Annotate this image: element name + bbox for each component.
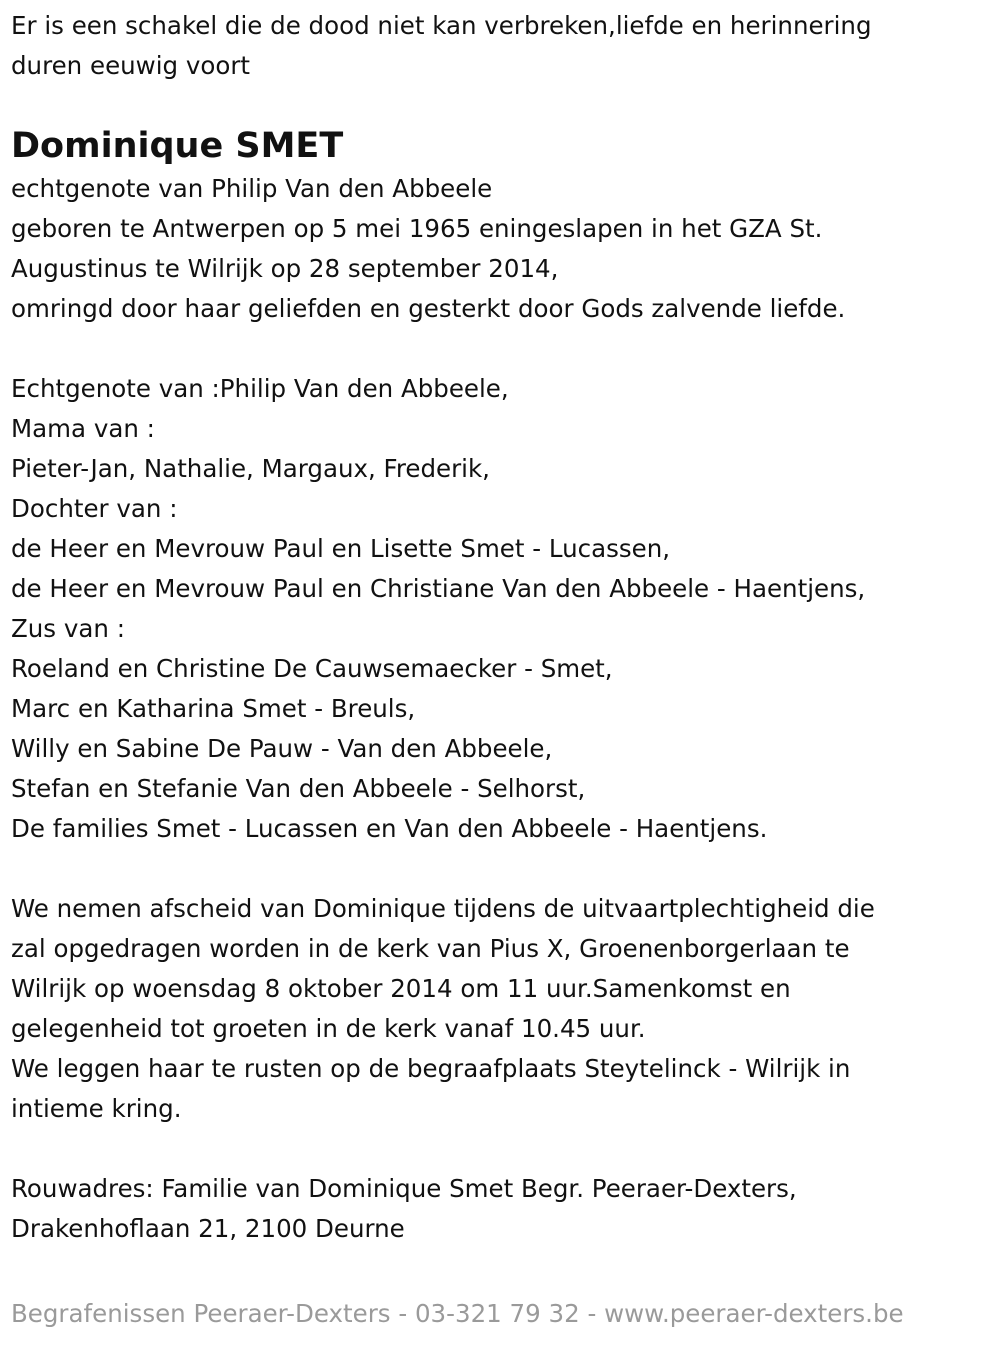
family-line: de Heer en Mevrouw Paul en Christiane Van den Abbeele - Haentjens, xyxy=(11,574,866,603)
bio-section xyxy=(11,169,986,329)
family-line: Marc en Katharina Smet - Breuls, xyxy=(11,694,416,723)
bio-line: omringd door haar geliefden en gesterkt door Gods zalvende liefde. xyxy=(11,294,846,323)
ceremony-line: intieme kring. xyxy=(11,1094,182,1123)
intro-line: duren eeuwig voort xyxy=(11,51,251,80)
family-line: Roeland en Christine De Cauwsemaecker - Smet, xyxy=(11,654,613,683)
spacer xyxy=(11,849,986,889)
bio-line: geboren te Antwerpen op 5 mei 1965 eningeslapen in het GZA St. xyxy=(11,214,823,243)
intro-line: Er is een schakel die de dood niet kan verbreken,liefde en herinnering xyxy=(11,11,872,40)
family-line: de Heer en Mevrouw Paul en Lisette Smet - Lucassen, xyxy=(11,534,671,563)
ceremony-line: zal opgedragen worden in de kerk van Pius X, Groenenborgerlaan te xyxy=(11,934,850,963)
deceased-name: Dominique SMET xyxy=(11,126,344,166)
family-line: Willy en Sabine De Pauw - Van den Abbeele, xyxy=(11,734,553,763)
family-line: Pieter-Jan, Nathalie, Margaux, Frederik, xyxy=(11,454,490,483)
family-line: De families Smet - Lucassen en Van den Abbeele - Haentjens. xyxy=(11,814,768,843)
ceremony-section xyxy=(11,889,986,1129)
ceremony-line: Wilrijk op woensdag 8 oktober 2014 om 11 uur.Samenkomst en xyxy=(11,974,791,1003)
family-section xyxy=(11,369,986,849)
family-line: Stefan en Stefanie Van den Abbeele - Selhorst, xyxy=(11,774,586,803)
family-line: Mama van : xyxy=(11,414,155,443)
obituary-document xyxy=(11,6,986,1249)
ceremony-line: We leggen haar te rusten op de begraafplaats Steytelinck - Wilrijk in xyxy=(11,1054,851,1083)
bio-line: Augustinus te Wilrijk op 28 september 2014, xyxy=(11,254,559,283)
family-line: Echtgenote van :Philip Van den Abbeele, xyxy=(11,374,509,403)
family-line: Zus van : xyxy=(11,614,125,643)
address-section xyxy=(11,1169,986,1249)
ceremony-line: gelegenheid tot groeten in de kerk vanaf 10.45 uur. xyxy=(11,1014,646,1043)
spacer xyxy=(11,1129,986,1169)
spacer xyxy=(11,329,986,369)
address-line: Drakenhoflaan 21, 2100 Deurne xyxy=(11,1214,405,1243)
bio-line: echtgenote van Philip Van den Abbeele xyxy=(11,174,493,203)
intro-quote xyxy=(11,6,986,86)
address-line: Rouwadres: Familie van Dominique Smet Begr. Peeraer-Dexters, xyxy=(11,1174,797,1203)
funeral-home-footer: Begrafenissen Peeraer-Dexters - 03-321 79 32 - www.peeraer-dexters.be xyxy=(11,1299,904,1328)
family-line: Dochter van : xyxy=(11,494,178,523)
ceremony-line: We nemen afscheid van Dominique tijdens de uitvaartplechtigheid die xyxy=(11,894,875,923)
